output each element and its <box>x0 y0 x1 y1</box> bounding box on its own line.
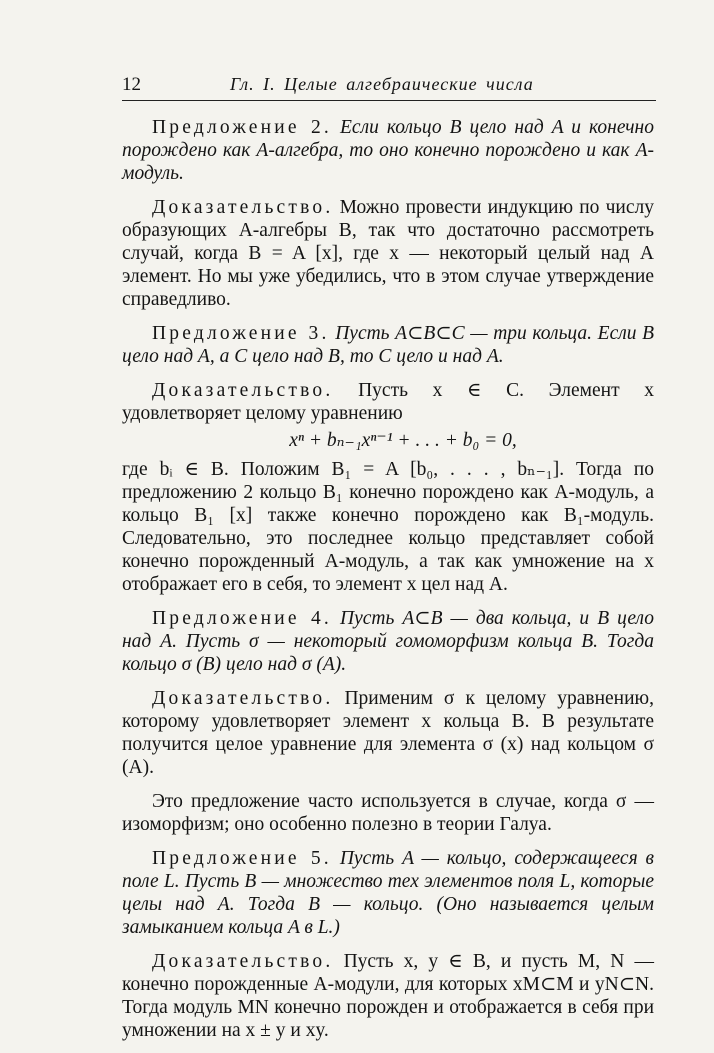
proposition-2-heading: Предложение 2. <box>152 117 332 138</box>
proof-5-heading: Доказательство. <box>152 951 334 972</box>
running-title: Гл. I. Целые алгебраические числа <box>230 74 534 94</box>
proposition-3 <box>122 322 654 368</box>
proof-5-text: Пусть x, y ∈ B, и пусть M, N — конечно порожденные A-модули, для которых xM⊂M и yN⊂N. Тогда модуль MN конечно порожден и отображается в себя при умножении на x ± y и xy. <box>122 951 654 1041</box>
proposition-2 <box>122 116 654 185</box>
proposition-3-heading: Предложение 3. <box>152 323 330 344</box>
proof-4-heading: Доказательство. <box>152 688 334 709</box>
proof-2-heading: Доказательство. <box>152 197 334 218</box>
remark-paragraph: Это предложение часто используется в случае, когда σ — изоморфизм; оно особенно полезно в теории Галуа. <box>122 791 654 835</box>
proof-3-text: Пусть x ∈ C. Элемент x удовлетворяет целому уравнению <box>122 380 654 424</box>
page-header <box>122 74 656 101</box>
integral-equation-formula: xⁿ + bₙ₋₁xⁿ⁻¹ + . . . + b₀ = 0, <box>289 430 517 451</box>
proposition-2-text: Если кольцо B цело над A и конечно порождено как A-алгебра, то оно конечно порождено и как A-модуль. <box>122 117 654 184</box>
page-number: 12 <box>122 74 141 95</box>
proof-3-continuation: где bᵢ ∈ B. Положим B₁ = A [b₀, . . . , bₙ₋₁]. Тогда по предложению 2 кольцо B₁ конечно порождено как A-модуль, а кольцо B₁ [x] также конечно порождено как B₁-модуль. Следовательно, это последнее кольцо представляет собой конечно порожденный A-модуль, а так как умножение на x отображает его в себя, то элемент x цел над A. <box>122 459 654 595</box>
proposition-3-text: Пусть A⊂B⊂C — три кольца. Если B цело над A, а C цело над B, то C цело и над A. <box>122 323 654 367</box>
proof-2-text: Можно провести индукцию по числу образующих A-алгебры B, так что достаточно рассмотреть случай, когда B = A [x], где x — некоторый целый над A элемент. Но мы уже убедились, что в этом случае утверждение справедливо. <box>122 197 655 310</box>
page-body <box>122 116 654 1053</box>
proof-4-text: Применим σ к целому уравнению, которому удовлетворяет элемент x кольца B. В результате получится целое уравнение для элемента σ (x) над кольцом σ (A). <box>122 688 654 778</box>
proof-3-heading: Доказательство. <box>152 380 334 401</box>
proposition-5-text: Пусть A — кольцо, содержащееся в поле L. Пусть B — множество тех элементов поля L, которые целы над A. Тогда B — кольцо. (Оно называется целым замыканием кольца A в L.) <box>122 848 655 938</box>
proposition-4 <box>122 607 654 676</box>
proposition-5 <box>122 847 654 939</box>
proposition-4-heading: Предложение 4. <box>152 608 332 629</box>
proof-4 <box>122 687 654 779</box>
proof-5 <box>122 950 654 1042</box>
proof-2 <box>122 196 654 311</box>
proposition-5-heading: Предложение 5. <box>152 848 332 869</box>
proposition-4-text: Пусть A⊂B — два кольца, и B цело над A. Пусть σ — некоторый гомоморфизм кольца B. Тогда кольцо σ (B) цело над σ (A). <box>122 608 654 675</box>
proof-3 <box>122 379 654 425</box>
